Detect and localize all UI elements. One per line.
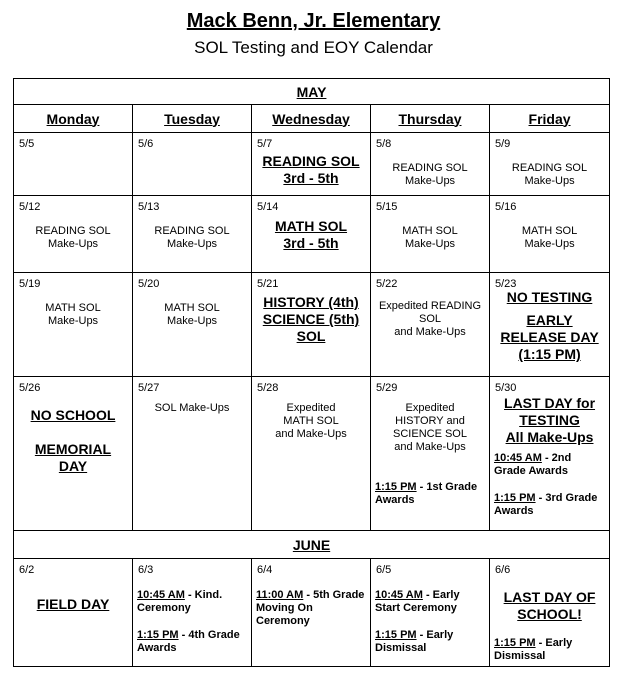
day-cell-6-6 <box>490 559 610 667</box>
event-line: MATH SOL <box>283 415 339 427</box>
event-entry <box>371 481 489 507</box>
event-description: - 1st Grade Awards <box>375 481 478 506</box>
event-text <box>14 302 132 328</box>
day-header-tuesday: Tuesday <box>133 105 252 133</box>
event-title <box>252 294 370 345</box>
event-line: READING SOL <box>511 162 588 174</box>
event-line: TESTING <box>519 412 580 428</box>
day-cell-5-5 <box>14 133 133 196</box>
event-line: Make-Ups <box>47 315 99 327</box>
event-entry <box>371 629 489 655</box>
day-date: 5/22 <box>376 278 398 290</box>
calendar-table <box>13 78 610 667</box>
page-subtitle: SOL Testing and EOY Calendar <box>194 38 433 57</box>
event-description: - Kind. Ceremony <box>137 589 223 614</box>
day-header-wednesday: Wednesday <box>252 105 371 133</box>
day-cell-5-26 <box>14 377 133 531</box>
event-description: - Early Dismissal <box>494 637 573 662</box>
day-date: 5/27 <box>138 382 160 394</box>
event-line: NO SCHOOL <box>30 407 116 423</box>
day-header-monday: Monday <box>14 105 133 133</box>
event-title <box>14 407 132 475</box>
event-line: MATH SOL <box>402 225 458 237</box>
event-line: READING SOL <box>262 153 360 169</box>
day-cell-5-29 <box>371 377 490 531</box>
event-title <box>490 395 609 446</box>
month-header-june: JUNE <box>14 531 610 559</box>
event-line: Make-Ups <box>404 175 456 187</box>
day-cell-6-4 <box>252 559 371 667</box>
day-cell-6-3 <box>133 559 252 667</box>
day-cell-5-12 <box>14 196 133 273</box>
event-entry <box>490 637 609 663</box>
day-cell-6-2 <box>14 559 133 667</box>
day-date: 5/7 <box>257 138 273 150</box>
day-date: 5/6 <box>138 138 154 150</box>
event-text <box>133 402 251 415</box>
day-cell-5-19 <box>14 273 133 377</box>
event-entry <box>133 589 251 615</box>
day-date: 5/30 <box>495 382 517 394</box>
day-cell-5-6 <box>133 133 252 196</box>
day-header-thursday: Thursday <box>371 105 490 133</box>
event-description: - 5th Grade Moving On Ceremony <box>256 589 365 627</box>
day-cell-5-30 <box>490 377 610 531</box>
day-date: 5/21 <box>257 278 279 290</box>
day-date: 5/8 <box>376 138 392 150</box>
event-line: Expedited <box>286 402 336 414</box>
event-line: LAST DAY for <box>504 395 596 411</box>
day-date: 6/6 <box>495 564 511 576</box>
event-line: READING SOL <box>35 225 111 237</box>
event-line: HISTORY (4th) <box>263 294 359 310</box>
event-line: SCIENCE SOL <box>393 428 467 440</box>
event-entry <box>371 589 489 615</box>
event-text <box>371 300 489 339</box>
event-line: Expedited READING <box>378 300 482 312</box>
event-line: Make-Ups <box>524 175 575 187</box>
event-time: 10:45 AM <box>494 452 542 464</box>
event-entry <box>133 629 251 655</box>
event-description: - Early Dismissal <box>375 629 454 654</box>
event-entry <box>490 492 609 518</box>
event-line: All Make-Ups <box>505 429 594 445</box>
month-header-may: MAY <box>14 79 610 105</box>
event-line: MATH SOL <box>45 302 101 314</box>
event-line: LAST DAY OF <box>503 589 596 605</box>
event-time: 1:15 PM <box>375 481 417 493</box>
event-time: 11:00 AM <box>256 589 304 601</box>
event-line: and Make-Ups <box>394 326 466 338</box>
event-time: 10:45 AM <box>375 589 423 601</box>
event-description: - Early Start Ceremony <box>375 589 460 614</box>
event-line: SOL Make-Ups <box>154 402 230 414</box>
day-cell-5-28 <box>252 377 371 531</box>
event-text <box>371 162 489 188</box>
event-text <box>133 302 251 328</box>
day-date: 5/29 <box>376 382 398 394</box>
event-title <box>14 596 132 613</box>
day-date: 5/16 <box>495 201 517 213</box>
event-entry <box>252 589 370 628</box>
day-cell-5-14 <box>252 196 371 273</box>
event-line: NO TESTING <box>506 289 593 305</box>
event-line: SCHOOL! <box>517 606 582 622</box>
event-line: Expedited <box>405 402 455 414</box>
day-date: 5/9 <box>495 138 511 150</box>
event-line: Make-Ups <box>404 238 456 250</box>
event-line: DAY <box>58 458 88 474</box>
event-title <box>490 289 609 363</box>
event-time: 10:45 AM <box>137 589 185 601</box>
day-date: 5/19 <box>19 278 41 290</box>
day-cell-6-5 <box>371 559 490 667</box>
event-entry <box>490 452 609 478</box>
event-line: MATH SOL <box>274 218 348 234</box>
day-cell-5-20 <box>133 273 252 377</box>
event-line: 3rd - 5th <box>283 235 339 251</box>
event-text <box>371 225 489 251</box>
day-cell-5-15 <box>371 196 490 273</box>
event-text <box>371 402 489 454</box>
event-text <box>252 402 370 441</box>
event-time: 1:15 PM <box>494 492 536 504</box>
event-description: - 3rd Grade Awards <box>494 492 598 517</box>
event-line: RELEASE DAY <box>500 329 599 345</box>
event-time: 1:15 PM <box>375 629 417 641</box>
event-line: FIELD DAY <box>36 596 110 612</box>
event-line: Make-Ups <box>47 238 99 250</box>
day-cell-5-9 <box>490 133 610 196</box>
event-line: (1:15 PM) <box>518 346 581 362</box>
event-title <box>490 589 609 623</box>
event-line: MEMORIAL <box>34 441 112 457</box>
day-date: 5/23 <box>495 278 517 290</box>
event-title <box>252 218 370 252</box>
day-date: 5/13 <box>138 201 160 213</box>
day-date: 5/15 <box>376 201 398 213</box>
day-cell-5-13 <box>133 196 252 273</box>
day-date: 6/2 <box>19 564 35 576</box>
event-description: - 2nd Grade Awards <box>494 452 572 477</box>
event-line: HISTORY and <box>395 415 465 427</box>
event-line: EARLY <box>526 312 573 328</box>
day-header-friday: Friday <box>490 105 610 133</box>
day-cell-5-21 <box>252 273 371 377</box>
event-line: Make-Ups <box>166 238 218 250</box>
event-line: Make-Ups <box>524 238 575 250</box>
page-title: Mack Benn, Jr. Elementary <box>186 10 441 32</box>
day-date: 5/28 <box>257 382 279 394</box>
event-text <box>133 225 251 251</box>
day-date: 5/14 <box>257 201 279 213</box>
event-line: READING SOL <box>392 162 468 174</box>
event-line: and Make-Ups <box>394 441 466 453</box>
event-line: SCIENCE (5th) <box>262 311 360 327</box>
event-time: 1:15 PM <box>137 629 179 641</box>
event-time: 1:15 PM <box>494 637 536 649</box>
event-line: 3rd - 5th <box>283 170 339 186</box>
day-date: 5/5 <box>19 138 35 150</box>
day-cell-5-23 <box>490 273 610 377</box>
day-cell-5-7 <box>252 133 371 196</box>
event-line: SOL <box>296 328 326 344</box>
day-date: 5/26 <box>19 382 41 394</box>
day-date: 5/12 <box>19 201 41 213</box>
day-date: 6/4 <box>257 564 273 576</box>
event-line: MATH SOL <box>521 225 578 237</box>
event-title <box>252 153 370 187</box>
event-line: READING SOL <box>154 225 230 237</box>
day-date: 6/5 <box>376 564 392 576</box>
event-text <box>490 225 609 251</box>
event-line: Make-Ups <box>166 315 218 327</box>
event-description: - 4th Grade Awards <box>137 629 240 654</box>
day-cell-5-16 <box>490 196 610 273</box>
day-date: 6/3 <box>138 564 154 576</box>
day-date: 5/20 <box>138 278 160 290</box>
event-line: MATH SOL <box>164 302 220 314</box>
event-text <box>490 162 609 188</box>
event-text <box>14 225 132 251</box>
event-line: SOL <box>418 313 441 325</box>
day-cell-5-8 <box>371 133 490 196</box>
day-cell-5-22 <box>371 273 490 377</box>
day-cell-5-27 <box>133 377 252 531</box>
event-line: and Make-Ups <box>275 428 347 440</box>
